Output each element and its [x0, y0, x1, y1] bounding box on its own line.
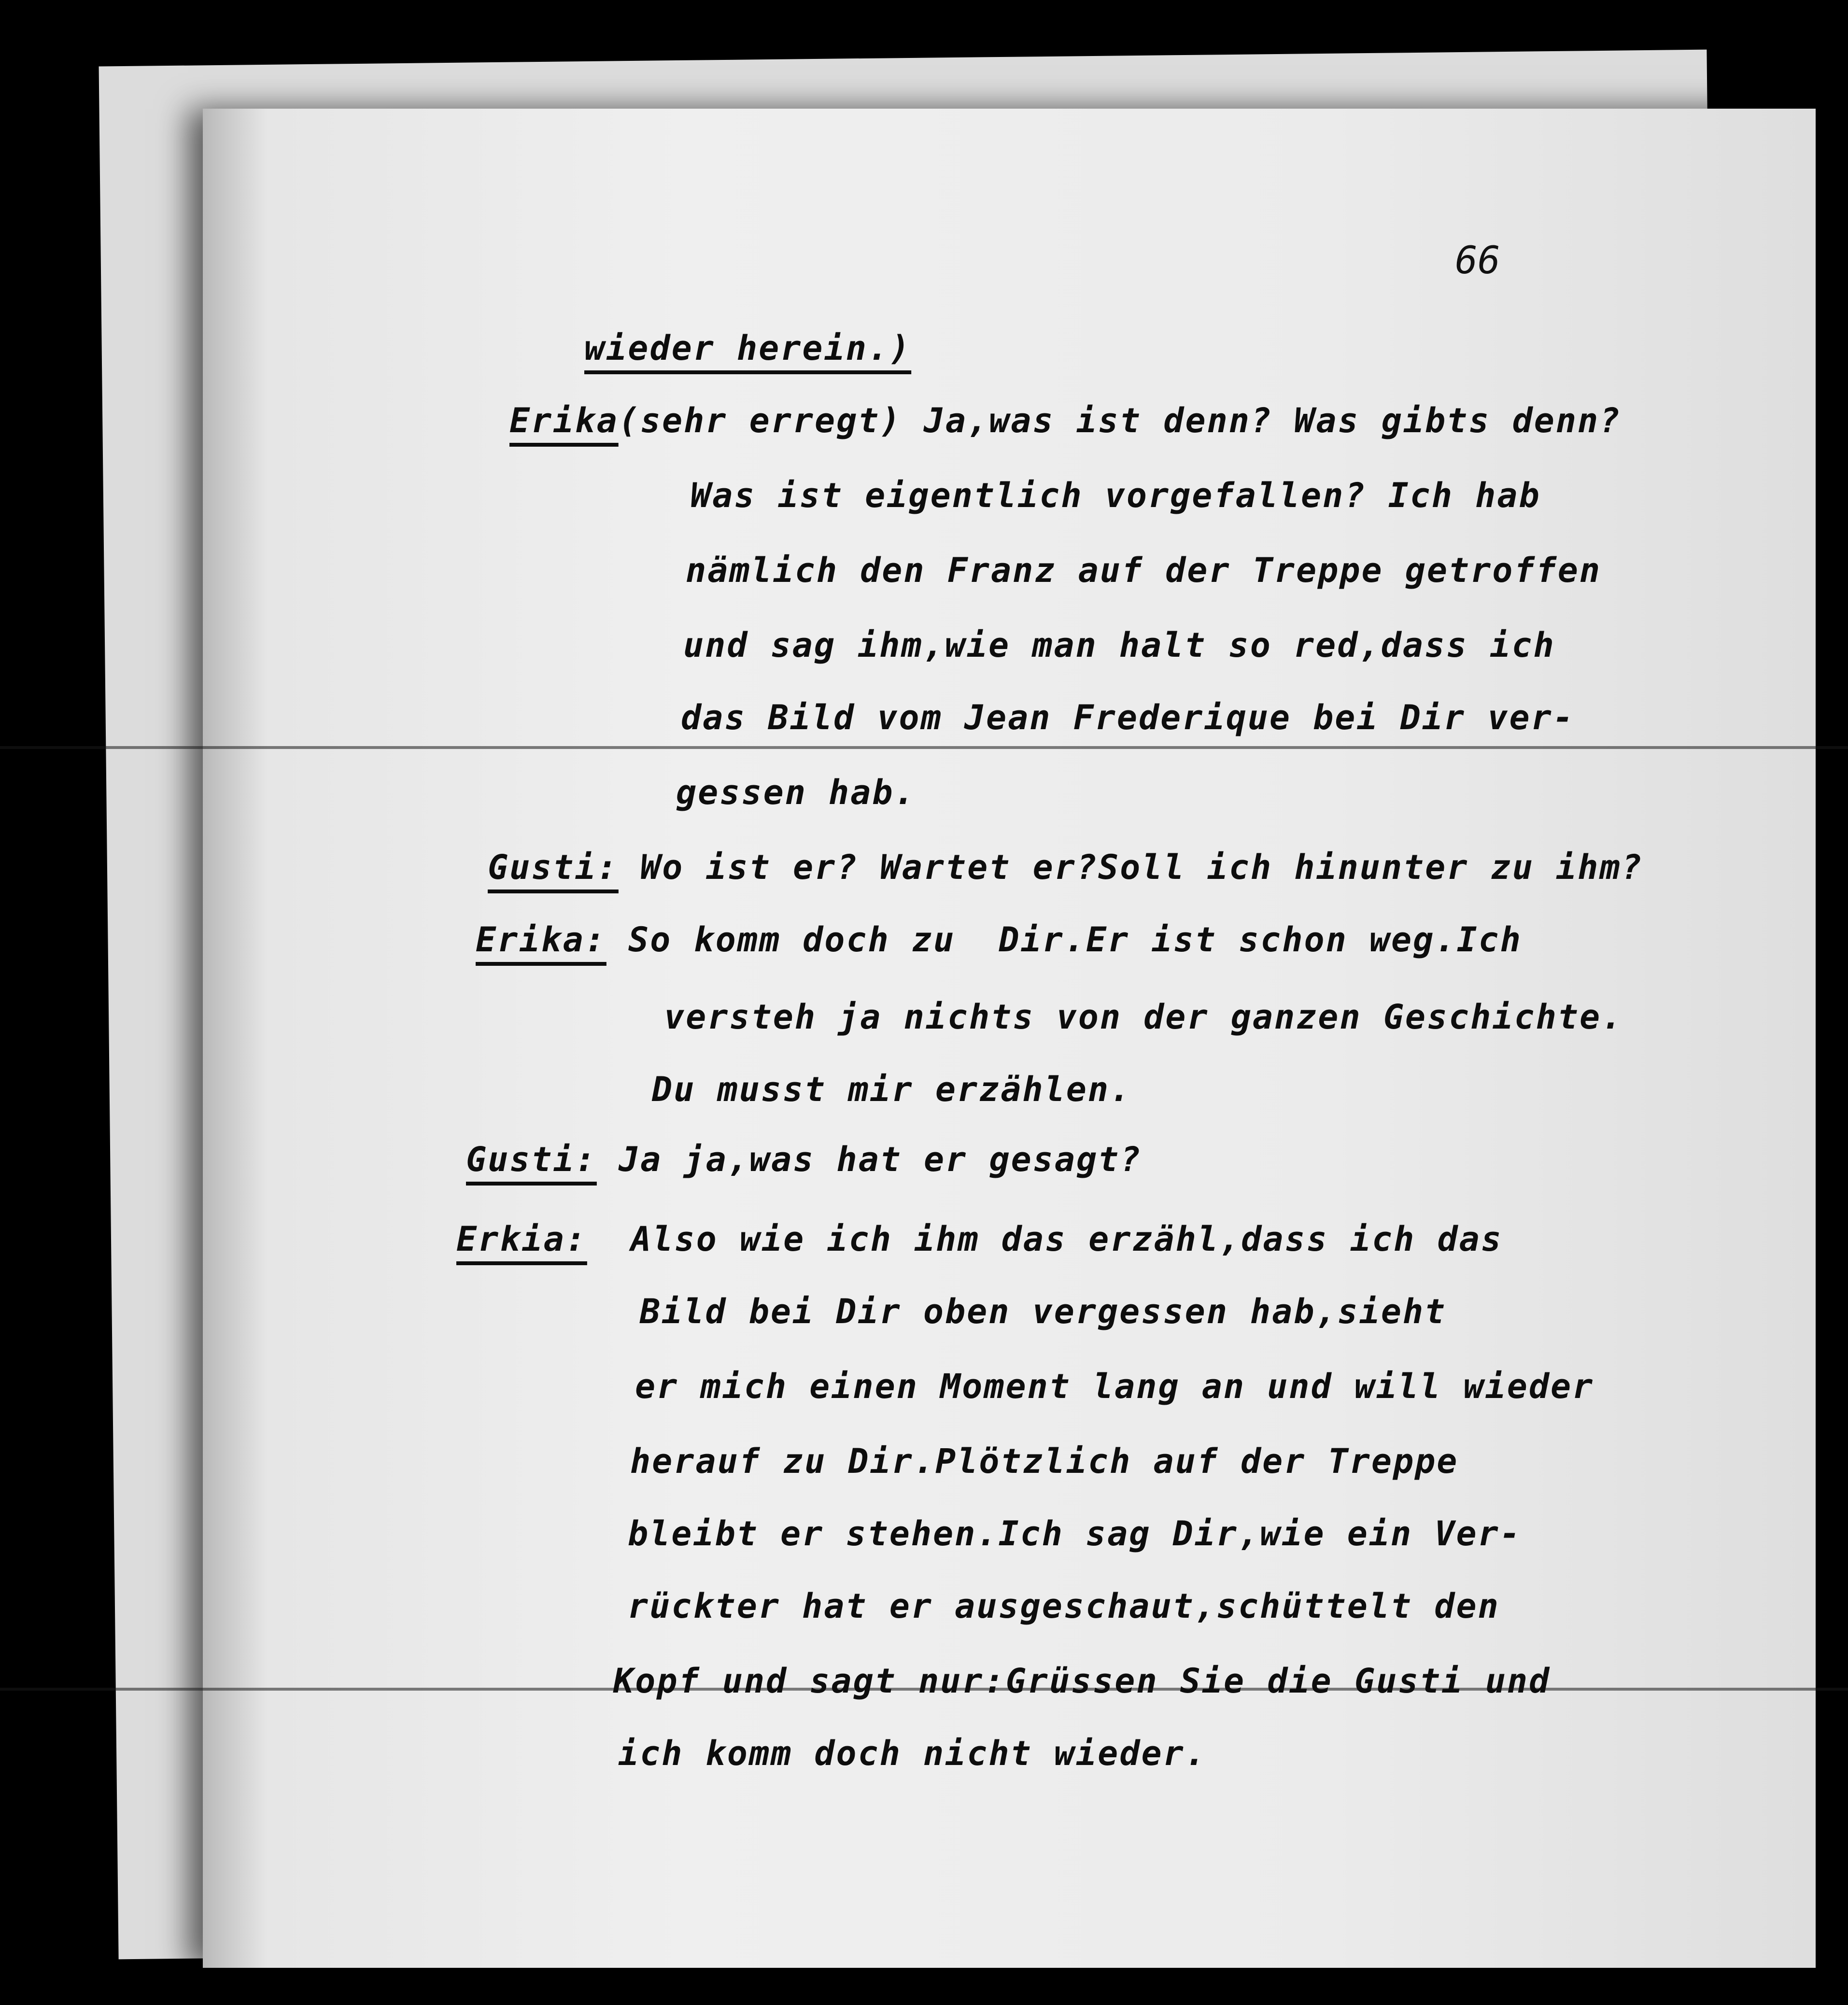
text-line: bleibt er stehen.Ich sag Dir,wie ein Ver- [628, 1514, 1522, 1553]
text-line: gessen hab. [676, 773, 916, 812]
text-line: herauf zu Dir.Plötzlich auf der Treppe [630, 1441, 1459, 1481]
text-line: versteh ja nichts von der ganzen Geschichte. [664, 997, 1623, 1037]
dialogue-line: Gusti: Ja ja,was hat er gesagt? [466, 1140, 1142, 1179]
text-line: Kopf und sagt nur:Grüssen Sie die Gusti und [613, 1661, 1551, 1701]
speaker-name: Erika: [476, 920, 607, 960]
speaker-name: Gusti: [466, 1140, 597, 1179]
dialogue-line: Erika(sehr erregt) Ja,was ist denn? Was gibts denn? [509, 401, 1622, 440]
text-line: Bild bei Dir oben vergessen hab,sieht [640, 1292, 1447, 1331]
speaker-name: Gusti: [488, 847, 619, 887]
text-line: ich komm doch nicht wieder. [618, 1734, 1207, 1773]
dialogue-line: Erkia: Also wie ich ihm das erzähl,dass ich das [456, 1219, 1503, 1259]
text-line: er mich einen Moment lang an und will wieder [635, 1367, 1594, 1406]
text-line: und sag ihm,wie man halt so red,dass ich [683, 625, 1555, 665]
dialogue-line: Gusti: Wo ist er? Wartet er?Soll ich hinunter zu ihm? [488, 847, 1643, 887]
page-number: 66 [1455, 239, 1500, 282]
text-line: Du musst mir erzählen. [652, 1070, 1132, 1109]
speaker-name: Erkia: [456, 1219, 587, 1259]
speaker-name: Erika [509, 401, 619, 440]
scan-line [0, 746, 1848, 749]
text-line: Was ist eigentlich vorgefallen? Ich hab [691, 476, 1541, 515]
text-line: wieder herein.) [584, 328, 912, 368]
text-line: das Bild vom Jean Frederique bei Dir ver- [681, 698, 1575, 737]
dialogue-line: Erika: So komm doch zu Dir.Er ist schon weg.Ich [476, 920, 1522, 960]
text-line: nämlich den Franz auf der Treppe getroffen [686, 551, 1602, 590]
text-line: rückter hat er ausgeschaut,schüttelt den [628, 1586, 1500, 1626]
